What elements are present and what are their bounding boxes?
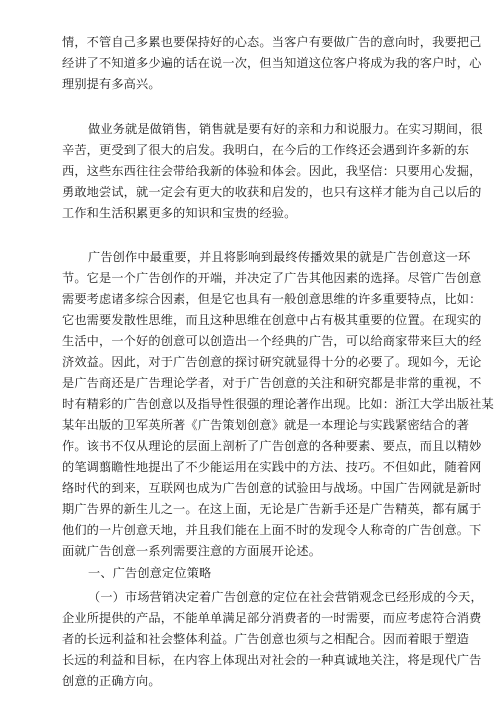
paragraph-line: 需要考虑诸多综合因素，但是它也具有一般创意思维的许多重要特点，比如： [62,292,482,306]
paragraph-line: 西，这些东西往往会带给我新的体验和体会。因此，我坚信：只要用心发掘， [62,164,482,178]
paragraph-line: 经讲了不知道多少遍的话在说一次，但当知道这位客户将成为我的客户时，心 [62,56,482,70]
paragraph-line: 络时代的到来，互联网也成为广告创意的试验田与战场。中国广告网就是新时 [62,481,482,495]
paragraph-line: 企业所提供的产品，不能单单满足部分消费者的一时需要，而应考虑符合消费 [62,611,482,625]
paragraph-line: 他们的一片创意天地，并且我们能在上面不时的发现令人称奇的广告创意。下 [62,523,482,537]
paragraph-line: （一）市场营销决定着广告创意的定位在社会营销观念已经形成的今天， [88,590,483,604]
paragraph-line: 做业务就是做销售，销售就是要有好的亲和力和说服力。在实习期间，很 [88,122,483,136]
paragraph-line: 工作和生活积累更多的知识和宝贵的经验。 [62,206,297,220]
paragraph-line: 某年出版的卫军英所著《广告策划创意》就是一本理论与实践紧密结合的著 [62,418,470,432]
paragraph-line: 者的长远利益和社会整体利益。广告创意也须与之相配合。因而着眼于塑造 [62,632,470,646]
paragraph-line: 时有精彩的广告创意以及指导性很强的理论著作出现。比如：浙江大学出版社某 [62,397,494,411]
paragraph-3 [62,247,494,562]
paragraph-line: 面就广告创意一系列需要注意的方面展开论述。 [62,544,322,558]
paragraph-line: 广告创作中最重要，并且将影响到最终传播效果的就是广告创意这一环 [88,250,471,264]
paragraph-2 [62,119,483,224]
paragraph-line: 情，不管自己多累也要保持好的心态。当客户有要做广告的意向时，我要把己 [62,35,482,49]
paragraph-line: 作。该书不仅从理论的层面上剖析了广告创意的各种要素、要点，而且以精妙 [62,439,482,453]
paragraph-line: 节。它是一个广告创作的开端，并决定了广告其他因素的选择。尽管广告创意 [62,271,482,285]
paragraph-line: 辛苦，更受到了很大的启发。我明白，在今后的工作终还会遇到许多新的东 [62,143,470,157]
paragraph-line: 它也需要发散性思维，而且这种思维在创意中占有极其重要的位置。在现实的 [62,313,482,327]
section-heading-block [62,563,445,584]
paragraph-line: 勇敢地尝试，就一定会有更大的收获和启发的，也只有这样才能为自己以后的 [62,185,482,199]
paragraph-line: 济效益。因此，对于广告创意的探讨研究就显得十分的必要了。现如今，无论 [62,355,482,369]
paragraph-line: 的笔调翦瞻性地提出了不少能运用在实践中的方法、技巧。不但如此，随着网 [62,460,482,474]
paragraph-line: 生活中，一个好的创意可以创造出一个经典的广告，可以给商家带来巨大的经 [62,334,482,348]
paragraph-line: 长远的利益和目标，在内容上体现出对社会的一种真诚地关注，将是现代广告 [62,653,482,667]
paragraph-line: 是广告商还是广告理论学者，对于广告创意的关注和研究都是非常的重视，不 [62,376,482,390]
paragraph-1 [62,32,482,95]
paragraph-line: 理别提有多高兴。 [62,77,161,91]
paragraph-line: 创意的正确方向。 [62,674,161,688]
section-heading: 一、广告创意定位策略 [88,566,212,580]
paragraph-line: 期广告界的新生儿之一。在这上面，无论是广告新手还是广告精英，都有属于 [62,502,482,516]
paragraph-4 [62,587,483,692]
